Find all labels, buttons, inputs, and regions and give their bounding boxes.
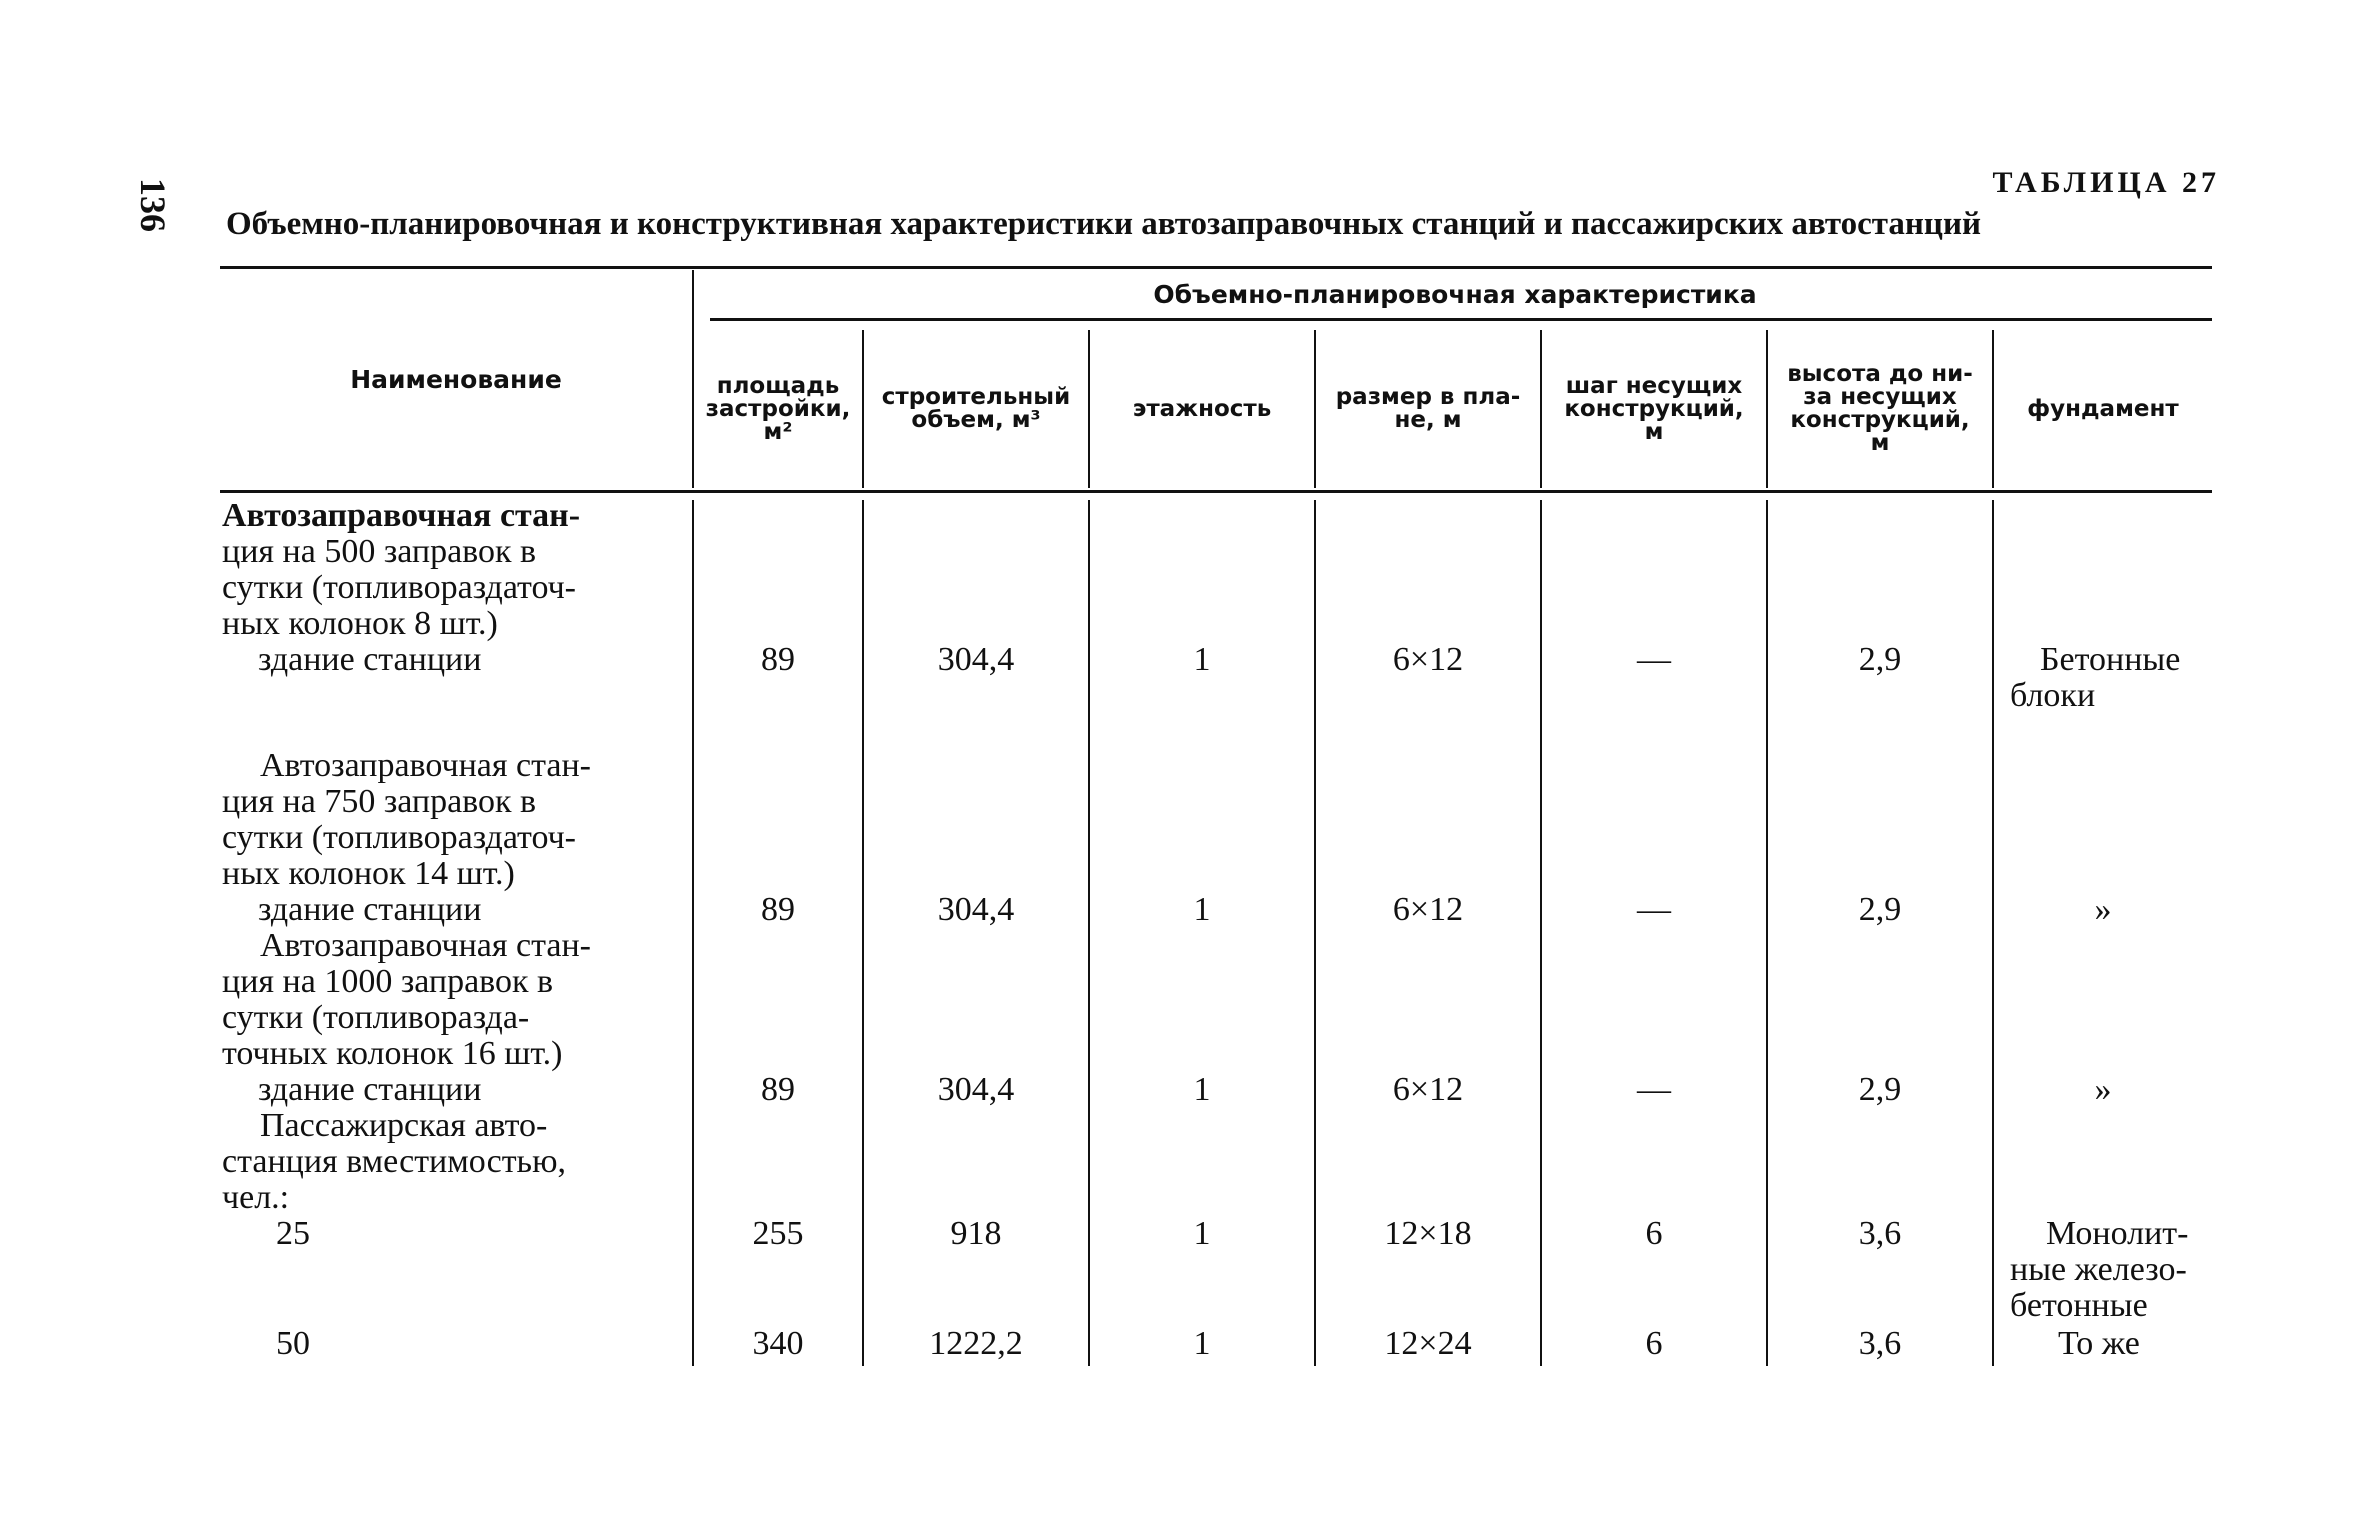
cell-area: 89 [761,1071,795,1108]
cell-size: 6×12 [1392,641,1464,678]
header-size [1316,330,1540,488]
cell-height: 2,9 [1858,891,1902,928]
cell-volume: 304,4 [937,891,1015,928]
row-name-line: Автозаправочная стан- [222,497,581,534]
page-number: 136 [133,178,173,232]
header-size-line: размер в пла- [1335,384,1521,410]
header-step [1542,330,1766,488]
row-name-line: чел.: [222,1179,290,1216]
cell-floors: 1 [1193,1325,1211,1362]
header-height-line: за несущих [1803,384,1957,410]
row-name-line: точных колонок 16 шт.) [222,1035,563,1072]
row-name-line: Автозаправочная стан- [260,747,591,784]
header-name-text: Наименование [350,364,562,394]
header-step-line: шаг несущих [1565,372,1743,399]
cell-volume: 304,4 [937,641,1015,678]
cell-area: 255 [752,1215,804,1252]
row-name-line: Автозаправочная стан- [260,927,591,964]
cell-step: — [1637,1071,1671,1108]
foundation-line: бетонные [2010,1287,2148,1324]
cell-step: — [1637,891,1671,928]
foundation-line: блоки [2010,677,2096,714]
header-volume-line: строительный [881,384,1071,410]
cell-height: 3,6 [1858,1215,1902,1252]
row-label: 50 [276,1325,310,1362]
cell-area: 340 [752,1325,804,1362]
table-title: Объемно-планировочная и конструктивная характеристики автозаправочных станций и пассажирских автостанций [226,206,1981,242]
row-name-line: сутки (топливоразда- [222,999,530,1036]
cell-area: 89 [761,891,795,928]
row-name-line: ция на 750 заправок в [222,783,537,820]
cell-step: 6 [1645,1325,1663,1362]
cell-size: 12×24 [1384,1325,1472,1362]
header-height-line: конструкций, [1790,407,1970,433]
cell-foundation [2010,642,2210,714]
header-area-line: площадь [716,372,840,399]
row-name-line: ных колонок 14 шт.) [222,855,515,892]
row-name-line: сутки (топливораздаточ- [222,819,576,856]
cell-floors: 1 [1193,891,1211,928]
row-name-line: станция вместимостью, [222,1143,566,1180]
row-name-line: ных колонок 8 шт.) [222,605,498,642]
foundation-line: Монолит- [2046,1215,2189,1252]
header-group: Объемно-планировочная характеристика [1153,280,1757,309]
row-name-line: ция на 500 заправок в [222,533,537,570]
cell-size: 6×12 [1392,891,1464,928]
cell-size: 12×18 [1384,1215,1472,1252]
cell-step: — [1637,641,1671,678]
body-divider [1992,500,1994,1366]
group-rule [710,318,2212,321]
cell-height: 3,6 [1858,1325,1902,1362]
foundation-line: То же [2058,1325,2140,1362]
row-name-line: сутки (топливораздаточ- [222,569,576,606]
row-name-line: ция на 1000 заправок в [222,963,554,1000]
header-area [694,330,862,488]
foundation-line: ные железо- [2010,1251,2187,1288]
top-rule [220,266,2212,269]
header-area-line: м² [763,418,793,445]
row-name [222,748,654,892]
header-height [1768,330,1992,488]
header-foundation [1994,330,2212,488]
row-label: 25 [276,1215,310,1252]
header-step-line: м [1644,418,1664,445]
cell-floors: 1 [1193,1215,1211,1252]
cell-volume: 304,4 [937,1071,1015,1108]
cell-floors: 1 [1193,641,1211,678]
header-area-line: застройки, [705,395,851,422]
header-step-line: конструкций, [1564,395,1744,422]
row-label: здание станции [258,1071,482,1108]
cell-foundation: » [2094,1071,2112,1108]
header-size-line: не, м [1394,407,1462,433]
cell-foundation: » [2094,891,2112,928]
cell-size: 6×12 [1392,1071,1464,1108]
table-label: ТАБЛИЦА 27 [1992,166,2220,199]
row-name [222,498,654,642]
cell-height: 2,9 [1858,1071,1902,1108]
row-label: здание станции [258,641,482,678]
row-name [222,928,654,1072]
foundation-line: Бетонные [2040,641,2181,678]
header-floors-text: этажность [1132,395,1272,422]
cell-volume: 1222,2 [929,1325,1023,1362]
cell-floors: 1 [1193,1071,1211,1108]
header-volume-line: объем, м³ [911,407,1041,433]
cell-foundation [2010,1326,2210,1362]
cell-height: 2,9 [1858,641,1902,678]
header-volume [864,330,1088,488]
row-label: здание станции [258,891,482,928]
header-height-line: м [1870,430,1890,456]
header-rule [220,490,2212,493]
cell-step: 6 [1645,1215,1663,1252]
header-foundation-text: фундамент [2027,395,2179,422]
header-height-line: высота до ни- [1787,361,1973,387]
cell-area: 89 [761,641,795,678]
cell-foundation [2010,1216,2210,1324]
header-floors [1090,330,1314,488]
row-name [222,1108,654,1216]
header-name [220,270,692,488]
cell-volume: 918 [950,1215,1002,1252]
row-name-line: Пассажирская авто- [260,1107,548,1144]
